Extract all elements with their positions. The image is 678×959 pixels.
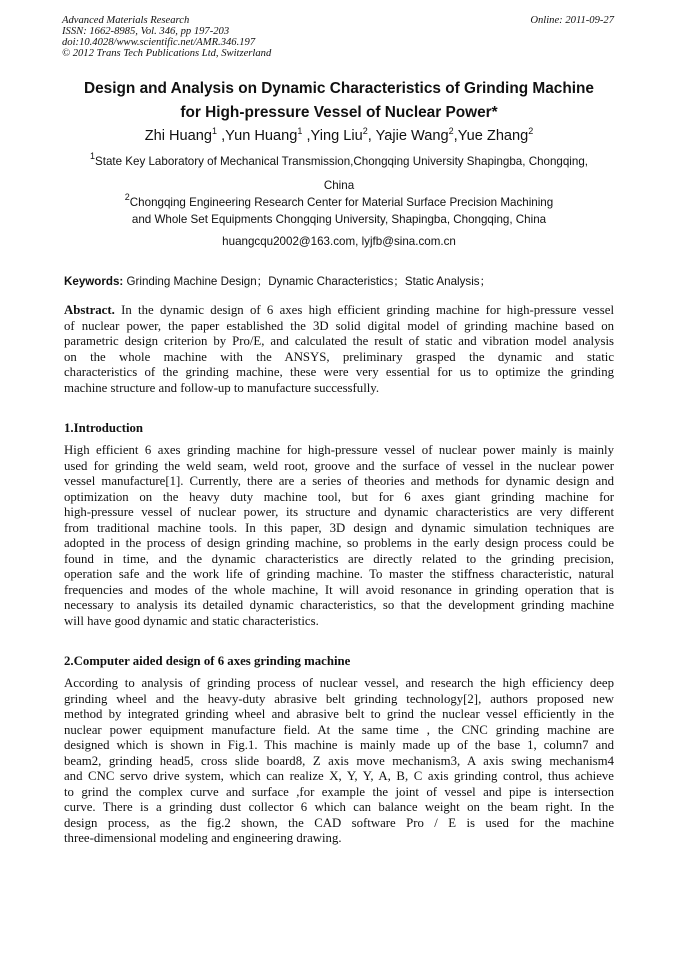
doi-line: doi:10.4028/www.scientific.net/AMR.346.197 [62, 37, 256, 48]
abstract-line [64, 303, 614, 319]
author-affil-sup: 2 [448, 126, 454, 136]
paragraph-line: three-dimensional modeling and engineering drawing. [64, 831, 342, 845]
section-introduction-body [64, 443, 614, 629]
affiliation-1-sup: 1 [89, 151, 95, 161]
paper-title-line-2: for High-pressure Vessel of Nuclear Power* [180, 104, 498, 121]
paragraph-line: curve. There is a grinding dust collector 6 which can balance weight on the beam right. In the [64, 800, 614, 814]
abstract-line: of nuclear power, the paper established the 3D solid digital model of grinding machine based on [64, 318, 614, 333]
online-date: Online: 2011-09-27 [530, 15, 614, 26]
keywords-label: Keywords: [64, 275, 124, 288]
affiliation-2-line-1 [40, 192, 638, 209]
affiliation-1-line-1 [40, 151, 638, 168]
abstract-label: Abstract. [64, 303, 115, 317]
keywords-text: Grinding Machine Design；Dynamic Characteristics；Static Analysis； [123, 275, 492, 288]
section-heading-introduction: 1.Introduction [64, 421, 144, 435]
author-name: Yun Huang [225, 128, 298, 144]
keywords [64, 273, 624, 289]
affiliation-2-text: Chongqing Engineering Research Center for Material Surface Precision Machining [129, 196, 554, 209]
author-affil-sup: 2 [362, 126, 368, 136]
author-affil-sup: 1 [297, 126, 303, 136]
paragraph-line: operation safe and the work life of grinding machine. To master the stiffness characteristic, natural [64, 567, 614, 581]
author-name: Yue Zhang [457, 128, 529, 144]
paragraph-line: designed which is shown in Fig.1. This machine is mainly made up of the base 1, column7 and [64, 738, 614, 752]
affiliation-1-text: State Key Laboratory of Mechanical Transmission,Chongqing University Shapingba, Chongqing, [94, 155, 589, 168]
author-sep: , [367, 128, 376, 144]
paragraph-line: from traditional machine tools. In this paper, 3D design and dynamic simulation techniques are [64, 520, 614, 535]
author-name: Yajie Wang [375, 128, 449, 144]
paragraph-line: found in time, and the dynamic characteristics are directly related to the grinding precision, [64, 551, 614, 566]
paragraph-line: high-pressure vessel of nuclear power, its structure and dynamic characteristics are very different [64, 505, 614, 519]
paragraph-line: High efficient 6 axes grinding machine for high-pressure vessel of nuclear power mainly is mainly [64, 443, 614, 457]
author-affil-sup: 1 [212, 126, 218, 136]
affiliation-1-line-2: China [323, 179, 355, 192]
paragraph-line: design process, as the fig.2 shown, the CAD software Pro / E is used for the machine [64, 815, 614, 830]
affiliation-2-line-2: and Whole Set Equipments Chongqing University, Shapingba, Chongqing, China [131, 213, 547, 226]
paragraph-line: to grind the complex curve and surface ,for example the joint of vessel and pipe is intersection [64, 784, 614, 799]
author-sep: , [302, 128, 311, 144]
author-sep: , [217, 128, 226, 144]
paragraph-line: optimization on the heavy duty machine tool, but for 6 axes giant grinding machine for [64, 489, 614, 504]
paragraph-line: nuclear power equipment manufacture field. At the same time , the CNC grinding machine are [64, 722, 614, 737]
abstract [64, 303, 614, 396]
paragraph-line: vessel manufacture[1]. Currently, there are a series of theories and methods for dynamic design and [64, 474, 614, 488]
author-name: Zhi Huang [144, 128, 213, 144]
paragraph-line: method by integrated grinding wheel and abrasive belt to grind the nuclear vessel efficiently in the [64, 707, 614, 721]
copyright-line: © 2012 Trans Tech Publications Ltd, Switzerland [62, 48, 272, 59]
abstract-line: parametric design criterion by Pro/E, and calculated the result of static and vibration model analysis [64, 334, 614, 348]
author-sep: , [453, 128, 458, 144]
paragraph-line: used for grinding the weld seam, weld root, groove and the surface of vessel in the nuclear power [64, 458, 614, 473]
abstract-line: characteristics of the grinding machine, these were very essential for us to optimize the grinding [64, 365, 614, 379]
paragraph-line: beam2, grinding head5, cross slide board8, Z axis move mechanism3, A axis swing mechanism4 [64, 753, 614, 768]
journal-header [62, 15, 614, 59]
author-list [40, 128, 638, 144]
author-emails: huangcqu2002@163.com, lyjfb@sina.com.cn [222, 235, 456, 248]
author-name: Ying Liu [310, 128, 363, 144]
abstract-text: In the dynamic design of 6 axes high efficient grinding machine for high-pressure vessel [114, 303, 614, 317]
paragraph-line: According to analysis of grinding process of nuclear vessel, and research the high efficiency deep [64, 676, 614, 690]
abstract-line: machine structure and follow-up to manufacture successfully. [64, 380, 380, 395]
issn-line: ISSN: 1662-8985, Vol. 346, pp 197-203 [62, 26, 230, 37]
paragraph-line: adopted in the process of design grinding machine, so problems in the early design process could be [64, 536, 614, 550]
section-heading-cad-design: 2.Computer aided design of 6 axes grinding machine [64, 654, 351, 668]
paragraph-line: will have good dynamic and static characteristics. [64, 613, 319, 628]
affiliation-2-sup: 2 [124, 192, 130, 202]
paragraph-line: grinding wheel and the heavy-duty abrasive belt grinding technology[2], authors proposed new [64, 691, 614, 706]
paragraph-line: and CNC servo drive system, which can realize X, Y, Y, A, B, C axis grinding control, thus achieve [64, 769, 614, 783]
abstract-line: on the whole machine with the ANSYS, preliminary grasped the dynamic and static [64, 349, 614, 364]
paragraph-line: necessary to analysis its detailed dynamic characteristics, so that the development grinding machine [64, 598, 614, 612]
paper-title-line-1: Design and Analysis on Dynamic Characteristics of Grinding Machine [83, 80, 594, 97]
author-affil-sup: 2 [528, 126, 534, 136]
paragraph-line: frequencies and modes of the whole machine, It will avoid resonance in grinding operation that is [64, 582, 614, 597]
journal-name: Advanced Materials Research [62, 15, 190, 26]
section-cad-design-body [64, 676, 614, 847]
